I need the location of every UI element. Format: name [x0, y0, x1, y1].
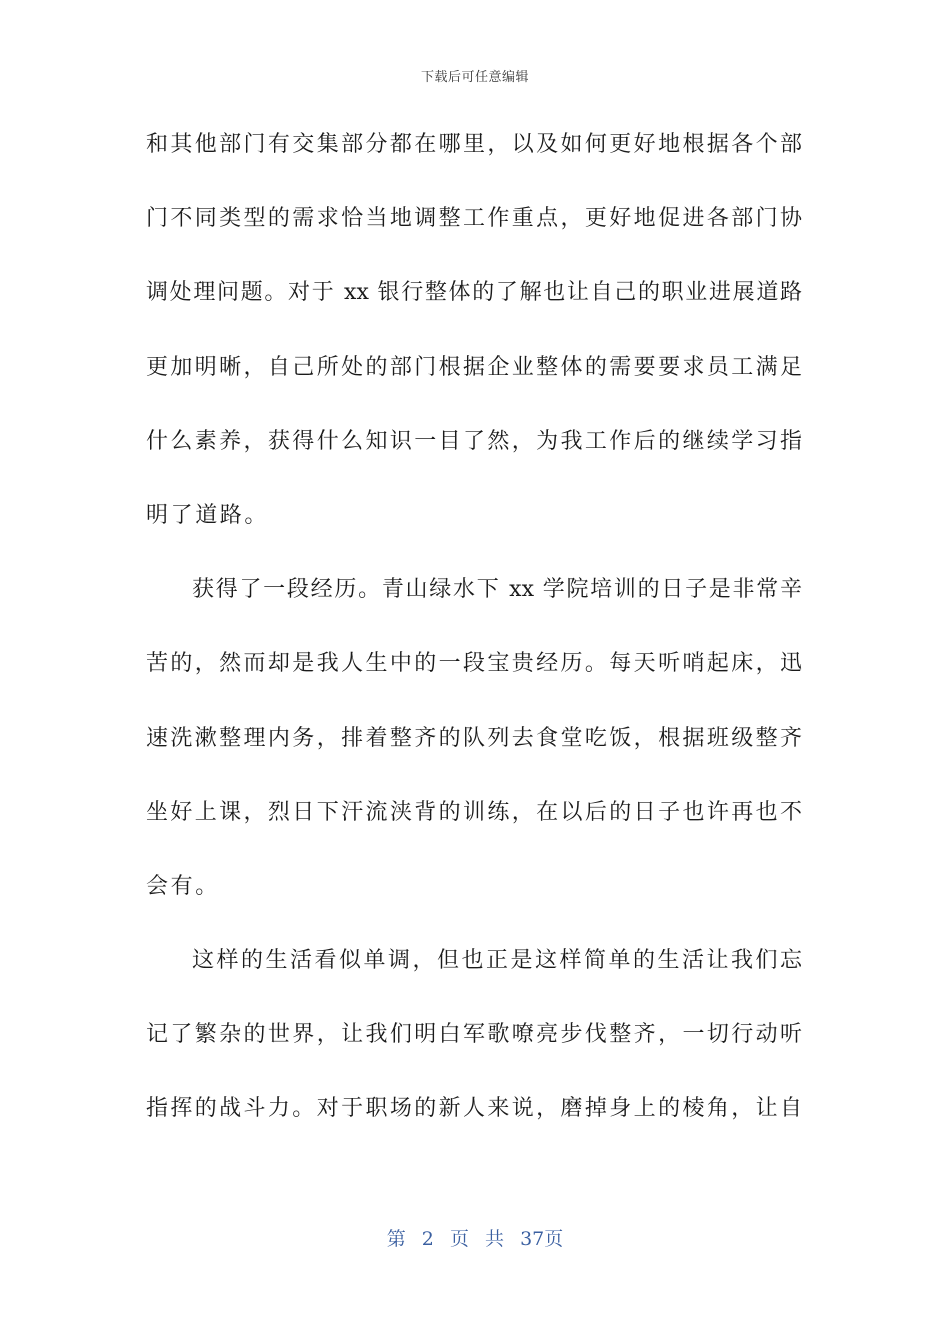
text-line: 速洗漱整理内务，排着整齐的队列去食堂吃饭，根据班级整齐 [146, 725, 802, 751]
text-line: 什么素养，获得什么知识一目了然，为我工作后的继续学习指 [146, 428, 802, 454]
text-line: 明了道路。 [146, 502, 270, 528]
text-line: 苦的，然而却是我人生中的一段宝贵经历。每天听哨起床，迅 [146, 651, 802, 677]
footer-page-number: 2 [421, 1228, 434, 1250]
text-line: 指挥的战斗力。对于职场的新人来说，磨掉身上的棱角，让自 [146, 1096, 802, 1122]
footer-label-page-unit: 页 [449, 1228, 469, 1250]
header-note: 下载后可任意编辑 [420, 70, 529, 85]
footer-label-total: 共 [485, 1228, 505, 1250]
document-body [146, 122, 802, 1161]
paragraph-start-line: 这样的生活看似单调，但也正是这样简单的生活让我们忘 [192, 948, 802, 974]
text-line: 和其他部门有交集部分都在哪里，以及如何更好地根据各个部 [146, 132, 802, 157]
text-line: 调处理问题。对于 xx 银行整体的了解也让自己的职业进展道路 [146, 280, 802, 306]
text-line: 记了繁杂的世界，让我们明白军歌嘹亮步伐整齐，一切行动听 [146, 1022, 802, 1048]
text-line: 更加明晰，自己所处的部门根据企业整体的需要要求员工满足 [146, 354, 802, 380]
text-line: 门不同类型的需求恰当地调整工作重点，更好地促进各部门协 [146, 206, 802, 232]
page-footer [0, 1224, 950, 1251]
paragraph-start-line: 获得了一段经历。青山绿水下 xx 学院培训的日子是非常辛 [192, 577, 802, 603]
footer-total-pages: 37页 [520, 1228, 564, 1250]
text-line: 坐好上课，烈日下汗流浃背的训练，在以后的日子也许再也不 [146, 799, 802, 825]
footer-label-page: 第 [386, 1228, 406, 1250]
text-line: 会有。 [146, 873, 220, 899]
